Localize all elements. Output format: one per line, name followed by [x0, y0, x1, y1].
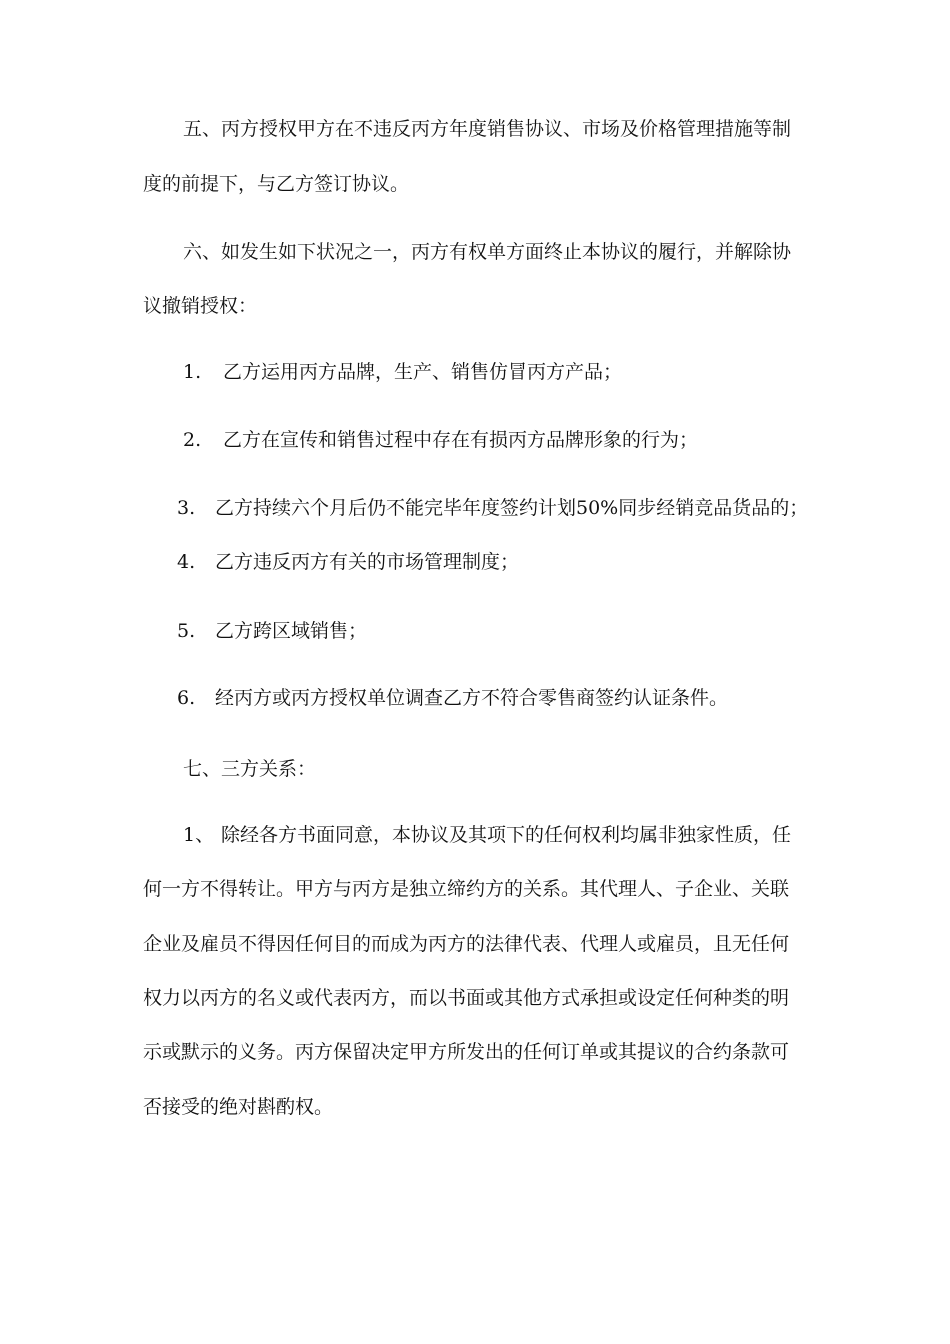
list-item-number: 1.: [183, 361, 202, 383]
list-item-number: 3.: [177, 497, 196, 519]
list-item-text: 乙方在宣传和销售过程中存在有损丙方品牌形象的行为；: [223, 429, 699, 451]
list-item-text: 乙方跨区域销售；: [215, 620, 368, 642]
section7-p1-line4: 权力以丙方的名义或代表丙方，而以书面或其他方式承担或设定任何种类的明: [143, 987, 790, 1009]
list-item-number: 4.: [177, 551, 196, 573]
section6-line2: 议撤销授权：: [143, 295, 258, 317]
list-item: [183, 428, 698, 452]
paragraph-text: 除经各方书面同意，本协议及其项下的任何权利均属非独家性质，任: [221, 824, 792, 846]
list-item-number: 2.: [183, 429, 202, 451]
list-item: [177, 686, 728, 710]
section7-p1-line5: 示或默示的义务。丙方保留决定甲方所发出的任何订单或其提议的合约条款可: [143, 1041, 790, 1063]
list-item: [177, 550, 519, 574]
section5-line1: 五、丙方授权甲方在不违反丙方年度销售协议、市场及价格管理措施等制: [183, 118, 792, 140]
list-item: [183, 360, 622, 384]
list-item-text: 乙方违反丙方有关的市场管理制度；: [215, 551, 520, 573]
list-item: [177, 619, 367, 643]
list-item-text: 乙方持续六个月后仍不能完毕年度签约计划50%同步经销竞品货品的；: [215, 497, 809, 519]
list-item-text: 经丙方或丙方授权单位调查乙方不符合零售商签约认证条件。: [215, 687, 729, 709]
list-item-text: 乙方运用丙方品牌，生产、销售仿冒丙方产品；: [223, 361, 623, 383]
list-item: [177, 496, 808, 520]
list-item-number: 5.: [177, 620, 196, 642]
list-item-number: 6.: [177, 687, 196, 709]
section7-heading: 七、三方关系：: [183, 758, 317, 780]
section7-p1-line2: 何一方不得转让。甲方与丙方是独立缔约方的关系。其代理人、子企业、关联: [143, 878, 790, 900]
paragraph-number: 1、: [183, 824, 215, 846]
section6-line1: 六、如发生如下状况之一，丙方有权单方面终止本协议的履行，并解除协: [183, 241, 792, 263]
section7-p1-line1: [183, 823, 791, 847]
section7-p1-line3: 企业及雇员不得因任何目的而成为丙方的法律代表、代理人或雇员，且无任何: [143, 933, 790, 955]
section7-p1-line6: 否接受的绝对斟酌权。: [143, 1096, 334, 1118]
section5-line2: 度的前提下，与乙方签订协议。: [143, 173, 410, 195]
